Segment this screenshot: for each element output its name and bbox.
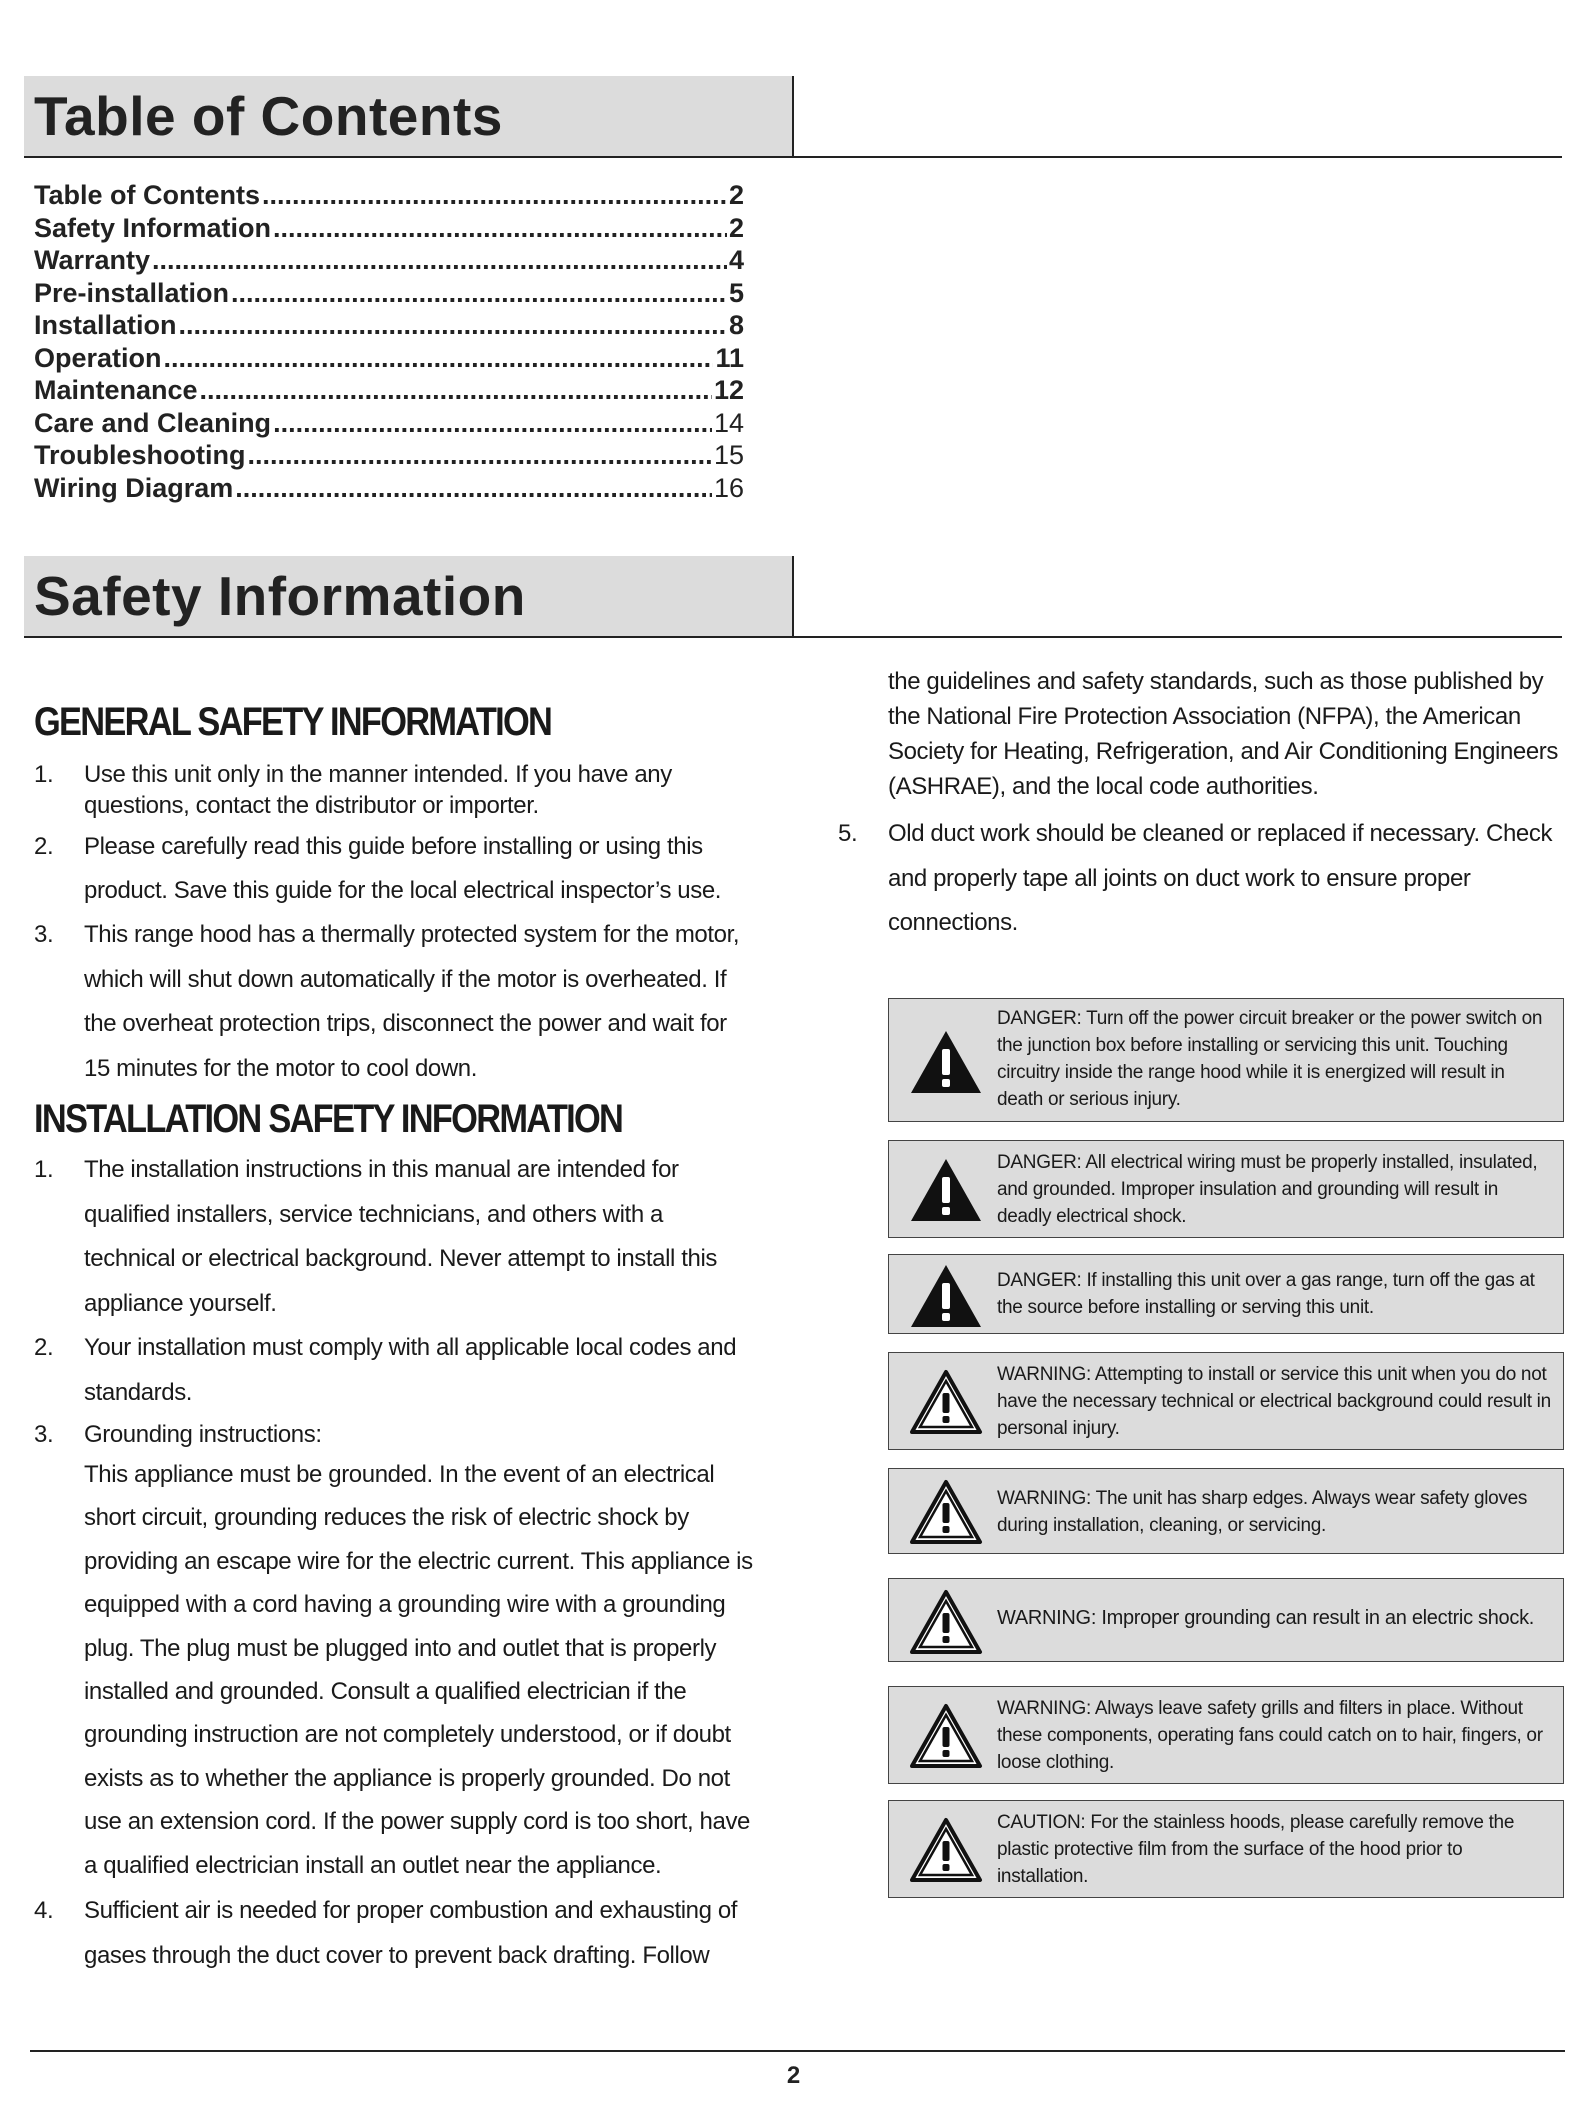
toc-leader-dots — [231, 278, 727, 309]
item-text: Please carefully read this guide before installing or using this product. Save this guide for the local electrical inspector’s use. — [84, 833, 722, 904]
item-number: 1. — [34, 761, 54, 788]
toc-entry[interactable] — [34, 278, 744, 311]
toc-entry[interactable] — [34, 440, 744, 473]
item-4-continued — [838, 664, 1568, 804]
general-item-3 — [34, 913, 754, 1091]
danger-icon — [909, 1157, 983, 1223]
toc-entry[interactable] — [34, 473, 744, 506]
warning-text: WARNING: Attempting to install or service this unit when you do not have the necessary technical or electrical background could result in personal injury. — [997, 1364, 1551, 1439]
toc-entry-page: 8 — [728, 310, 744, 340]
danger-box — [888, 1140, 1564, 1238]
toc-entry-label: Maintenance — [34, 375, 198, 405]
toc-title: Table of Contents — [34, 85, 503, 147]
item-number: 5. — [838, 820, 858, 847]
toc-entry[interactable] — [34, 245, 744, 278]
item-number: 3. — [34, 921, 54, 948]
safety-title-rule — [24, 636, 1562, 638]
item-text: Grounding instructions: — [84, 1421, 322, 1448]
installation-item-3 — [34, 1415, 754, 1455]
toc-leader-dots — [235, 473, 712, 504]
safety-left-column — [34, 700, 754, 1978]
toc-entry-label: Wiring Diagram — [34, 472, 234, 503]
safety-title-bar — [24, 556, 794, 636]
item-text: Your installation must comply with all applicable local codes and standards. — [84, 1334, 737, 1406]
toc-entry-page: 11 — [715, 342, 744, 373]
warning-box — [888, 1352, 1564, 1450]
item-text: This range hood has a thermally protected system for the motor, which will shut down automatically if the motor is overheated. If the overheat protection trips, disconnect the power and wait for 15 minutes for the motor to cool down. — [84, 921, 740, 1082]
warning-text: WARNING: The unit has sharp edges. Always wear safety gloves during installation, cleaning, or servicing. — [997, 1488, 1528, 1536]
item-number: 1. — [34, 1156, 54, 1183]
warning-icon — [909, 1703, 983, 1769]
toc-entry-label: Warranty — [34, 245, 151, 275]
toc-leader-dots — [273, 213, 727, 244]
toc-entry-page: 5 — [728, 277, 744, 308]
safety-title: Safety Information — [34, 565, 526, 627]
toc-entry-page: 16 — [713, 472, 744, 503]
danger-box — [888, 998, 1564, 1122]
toc-entry-label: Operation — [34, 342, 162, 373]
item-number: 3. — [34, 1421, 54, 1448]
footer-rule — [30, 2050, 1565, 2052]
item-number: 2. — [34, 833, 54, 860]
toc-entry-page: 12 — [713, 375, 744, 405]
grounding-paragraph — [34, 1453, 754, 1887]
warning-box — [888, 1578, 1564, 1662]
danger-icon — [909, 1263, 983, 1329]
toc-entry[interactable] — [34, 408, 744, 441]
item-text: Sufficient air is needed for proper combustion and exhausting of gases through the duct cover to prevent back drafting. Follow — [84, 1897, 738, 1969]
caution-text: CAUTION: For the stainless hoods, please carefully remove the plastic protective film from the surface of the hood prior to installation. — [997, 1812, 1515, 1887]
toc-leader-dots — [273, 408, 712, 439]
caution-box — [888, 1800, 1564, 1898]
toc-leader-dots — [247, 440, 711, 471]
toc-entry-label: Care and Cleaning — [34, 407, 272, 438]
warning-box — [888, 1468, 1564, 1554]
warning-text: WARNING: Always leave safety grills and filters in place. Without these components, operating fans could catch on to hair, fingers, or loose clothing. — [997, 1698, 1543, 1773]
installation-safety-heading: INSTALLATION SAFETY INFORMATION — [34, 1097, 623, 1141]
toc-entry[interactable] — [34, 213, 744, 246]
general-item-2 — [34, 825, 754, 913]
item-text: Use this unit only in the manner intended. If you have any questions, contact the distributor or importer. — [84, 761, 672, 819]
toc-entry-page: 2 — [728, 212, 744, 243]
toc-entry-page: 14 — [713, 407, 744, 438]
danger-box — [888, 1254, 1564, 1334]
danger-text: DANGER: All electrical wiring must be properly installed, insulated, and grounded. Improper insulation and grounding will result in deadly electrical shock. — [997, 1152, 1538, 1227]
item-text: The installation instructions in this manual are intended for qualified installers, service technicians, and others with a technical or electrical background. Never attempt to install this appliance yourself. — [84, 1156, 717, 1317]
installation-item-5 — [838, 812, 1568, 946]
toc-leader-dots — [152, 245, 727, 276]
installation-item-4 — [34, 1889, 754, 1978]
item-text: the guidelines and safety standards, such as those published by the National Fire Protection Association (NFPA), the American Society for Heating, Refrigeration, and Air Conditioning Engineers (ASHRAE), and the local code authorities. — [888, 668, 1558, 800]
toc-entry-label: Safety Information — [34, 212, 272, 243]
installation-item-2 — [34, 1326, 754, 1415]
toc-list — [34, 180, 744, 505]
toc-entry[interactable] — [34, 180, 744, 213]
warning-text: WARNING: Improper grounding can result in an electric shock. — [997, 1607, 1535, 1629]
toc-leader-dots — [262, 180, 727, 211]
toc-entry[interactable] — [34, 343, 744, 376]
toc-entry-page: 15 — [713, 440, 744, 470]
toc-entry[interactable] — [34, 375, 744, 408]
toc-entry-label: Table of Contents — [34, 180, 260, 210]
warning-icon — [909, 1589, 983, 1655]
item-number: 4. — [34, 1897, 54, 1925]
toc-entry-page: 2 — [728, 180, 744, 210]
warning-icon — [909, 1479, 983, 1545]
toc-entry-label: Troubleshooting — [34, 440, 246, 470]
item-text: This appliance must be grounded. In the event of an electrical short circuit, grounding reduces the risk of electric shock by providing an escape wire for the electric current. This appliance is equipped with a cord having a grounding wire with a grounding plug. The plug must be plugged into and outlet that is properly installed and grounded. Consult a qualified electrician if the grounding instruction are not completely understood, or if doubt exists as to whether the appliance is properly grounded. Do not use an extension cord. If the power supply cord is too short, have a qualified electrician install an outlet near the appliance. — [84, 1461, 753, 1879]
page-number: 2 — [786, 2062, 801, 2089]
toc-entry-page: 4 — [728, 245, 744, 275]
safety-header — [24, 556, 1562, 640]
caution-icon — [909, 1817, 983, 1883]
item-number: 2. — [34, 1334, 54, 1361]
toc-entry-label: Pre-installation — [34, 277, 230, 308]
warning-icon — [909, 1369, 983, 1435]
installation-item-1 — [34, 1148, 754, 1326]
toc-title-rule — [24, 156, 1562, 158]
toc-entry-label: Installation — [34, 310, 177, 340]
danger-text: DANGER: Turn off the power circuit breaker or the power switch on the junction box before installing or servicing this unit. Touching circuitry inside the range hood while it is energized will result in death or serious injury. — [997, 1008, 1543, 1110]
danger-icon — [909, 1029, 983, 1095]
general-safety-heading: GENERAL SAFETY INFORMATION — [34, 700, 552, 744]
toc-entry[interactable] — [34, 310, 744, 343]
warning-box — [888, 1686, 1564, 1784]
safety-right-column — [838, 664, 1568, 946]
toc-leader-dots — [200, 375, 712, 406]
toc-header — [24, 76, 1562, 160]
item-text: Old duct work should be cleaned or replaced if necessary. Check and properly tape all joints on duct work to ensure proper connections. — [888, 820, 1553, 936]
toc-leader-dots — [164, 343, 714, 374]
toc-title-bar — [24, 76, 794, 156]
toc-leader-dots — [179, 310, 727, 341]
general-item-1 — [34, 759, 754, 821]
danger-text: DANGER: If installing this unit over a gas range, turn off the gas at the source before installing or serving this unit. — [997, 1270, 1535, 1318]
